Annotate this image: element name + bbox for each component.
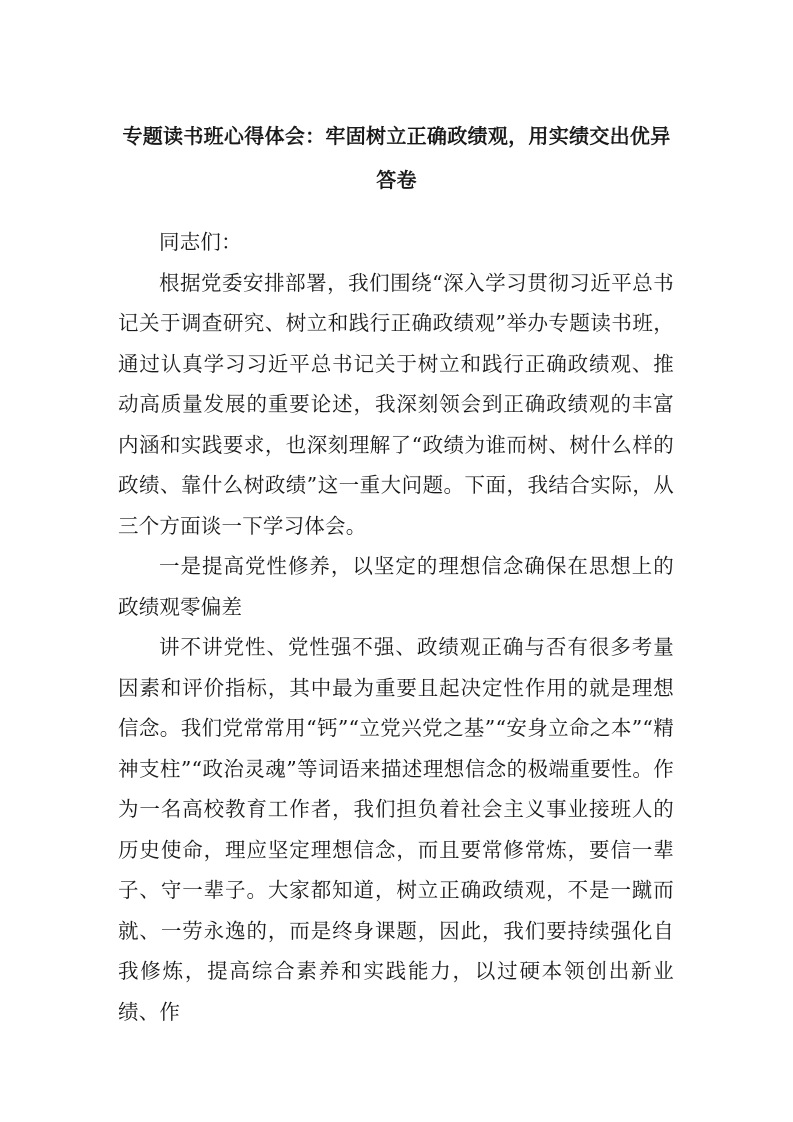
intro-paragraph: 根据党委安排部署，我们围绕“深入学习贯彻习近平总书记关于调查研究、树立和践行正确政绩观”举办专题读书班，通过认真学习习近平总书记关于树立和践行正确政绩观、推动高质量发展的重要论述，我深刻领会到正确政绩观的丰富内涵和实践要求，也深刻理解了“政绩为谁而树、树什么样的政绩、靠什么树政绩”这一重大问题。下面，我结合实际，从三个方面谈一下学习体会。 [118,270,674,538]
section-heading-1: 一是提高党性修养，以坚定的理想信念确保在思想上的政绩观零偏差 [118,554,674,619]
body-paragraph: 讲不讲党性、党性强不强、政绩观正确与否有很多考量因素和评价指标，其中最为重要且起决定性作用的就是理想信念。我们党常常用“钙”“立党兴党之基”“安身立命之本”“精神支柱”“政治灵魂”等词语来描述理想信念的极端重要性。作为一名高校教育工作者，我们担负着社会主义事业接班人的历史使命，理应坚定理想信念，而且要常修常炼，要信一辈子、守一辈子。大家都知道，树立正确政绩观，不是一蹴而就、一劳永逸的，而是终身课题，因此，我们要持续强化自我修炼，提高综合素养和实践能力，以过硬本领创出新业绩、作 [118,635,674,1024]
document-body [118,222,674,1032]
salutation-paragraph: 同志们： [159,230,242,254]
document-title: 专题读书班心得体会：牢固树立正确政绩观，用实绩交出优异答卷 [122,124,671,192]
